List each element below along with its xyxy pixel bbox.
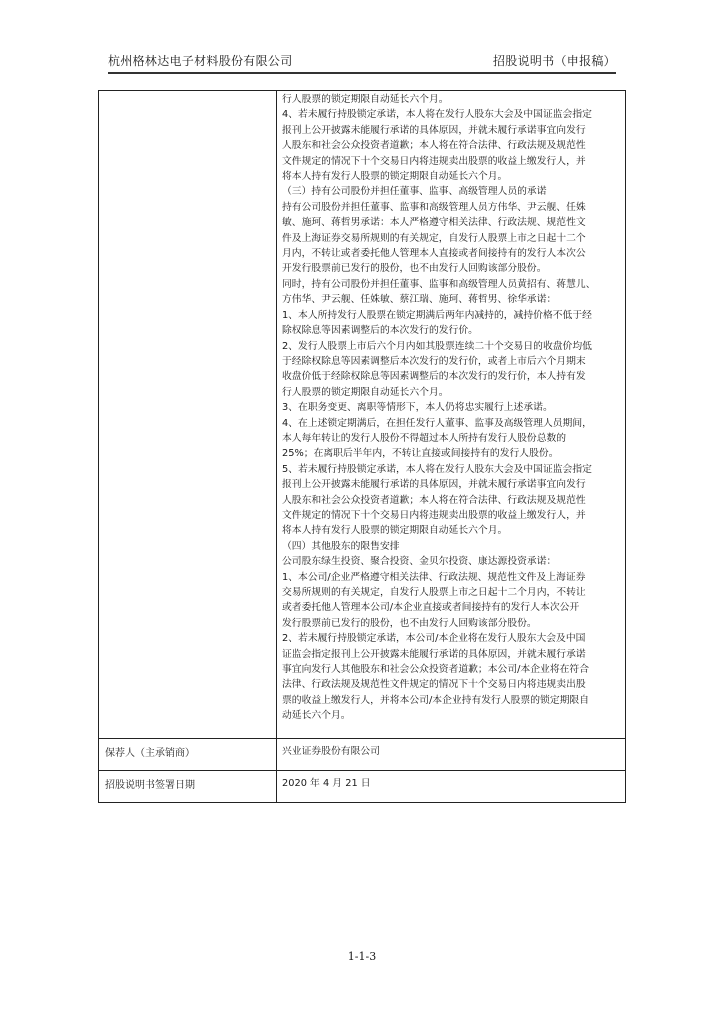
text-line: 5、若未履行持股锁定承诺，本人将在发行人股东大会及中国证监会指定 bbox=[282, 463, 592, 475]
text-line: 1、本公司/企业严格遵守相关法律、行政法规、规范性文件及上海证券 bbox=[282, 571, 586, 583]
text-line: 除权除息等因素调整后的本次发行的发行价。 bbox=[282, 325, 478, 337]
text-line: 本人每年转让的发行人股份不得超过本人所持有发行人股份总数的 bbox=[282, 432, 567, 444]
text-line: 报刊上公开披露未能履行承诺的具体原因，并就未履行承诺事宜向发行 bbox=[282, 479, 586, 491]
text-line: 动延长六个月。 bbox=[282, 710, 351, 722]
text-line: 敏、施珂、蒋哲男承诺：本人严格遵守相关法律、行政法规、规范性文 bbox=[282, 217, 586, 229]
company-name: 杭州格林达电子材料股份有限公司 bbox=[108, 54, 293, 68]
text-line: （三）持有公司股份并担任董事、监事、高级管理人员的承诺 bbox=[282, 186, 547, 198]
commitment-text-cell bbox=[277, 91, 626, 739]
sponsor-value: 兴业证券股份有限公司 bbox=[277, 738, 626, 770]
text-line: 4、若未履行持股锁定承诺，本人将在发行人股东大会及中国证监会指定 bbox=[282, 109, 592, 121]
text-line: 25%；在离职后半年内，不转让直接或间接持有的发行人股份。 bbox=[282, 448, 559, 460]
text-line: 人股东和社会公众投资者道歉；本人将在符合法律、行政法规及规范性 bbox=[282, 140, 586, 152]
text-line: 文件规定的情况下十个交易日内将违规卖出股票的收益上缴发行人，并 bbox=[282, 155, 586, 167]
text-line: 件及上海证券交易所规则的有关规定，自发行人股票上市之日起十二个 bbox=[282, 232, 586, 244]
text-line: 持有公司股份并担任董事、监事和高级管理人员方伟华、尹云舰、任姝 bbox=[282, 201, 586, 213]
text-line: 将本人持有发行人股票的锁定期限自动延长六个月。 bbox=[282, 171, 508, 183]
text-line: 票的收益上缴发行人，并将本公司/本企业持有发行人股票的锁定期限自 bbox=[282, 694, 590, 706]
document-title: 招股说明书（申报稿） bbox=[492, 54, 616, 68]
signing-date-value: 2020 年 4 月 21 日 bbox=[277, 770, 626, 802]
text-line: 人股东和社会公众投资者道歉；本人将在符合法律、行政法规及规范性 bbox=[282, 494, 586, 506]
prospectus-table bbox=[98, 90, 626, 803]
sponsor-row bbox=[99, 738, 626, 770]
text-line: 报刊上公开披露未能履行承诺的具体原因，并就未履行承诺事宜向发行 bbox=[282, 124, 586, 136]
text-line: （四）其他股东的限售安排 bbox=[282, 540, 400, 552]
commitment-label-cell bbox=[99, 91, 277, 739]
text-line: 2、若未履行持股锁定承诺，本公司/本企业将在发行人股东大会及中国 bbox=[282, 633, 586, 645]
text-line: 行人股票的锁定期限自动延长六个月。 bbox=[282, 94, 449, 105]
signing-date-row bbox=[99, 770, 626, 802]
text-line: 证监会指定报刊上公开披露未能履行承诺的具体原因，并就未履行承诺 bbox=[282, 648, 586, 660]
text-line: 法律、行政法规及规范性文件规定的情况下十个交易日内将违规卖出股 bbox=[282, 679, 586, 691]
page-number: 1-1-3 bbox=[347, 950, 377, 963]
text-line: 或者委托他人管理本公司/本企业直接或者间接持有的发行人本次公开 bbox=[282, 602, 580, 614]
text-line: 公司股东绿生投资、聚合投资、金贝尔投资、康达源投资承诺： bbox=[282, 556, 557, 568]
text-line: 2、发行人股票上市后六个月内如其股票连续二十个交易日的收盘价均低 bbox=[282, 340, 592, 352]
text-line: 开发行股票前已发行的股份，也不由发行人回购该部分股份。 bbox=[282, 263, 547, 275]
page-header bbox=[108, 48, 616, 74]
text-line: 文件规定的情况下十个交易日内将违规卖出股票的收益上缴发行人，并 bbox=[282, 509, 586, 521]
text-line: 月内，不转让或者委托他人管理本人直接或者间接持有的发行人本次公 bbox=[282, 248, 586, 260]
signing-date-label: 招股说明书签署日期 bbox=[99, 770, 277, 802]
text-line: 将本人持有发行人股票的锁定期限自动延长六个月。 bbox=[282, 525, 508, 537]
text-line: 发行股票前已发行的股份，也不由发行人回购该部分股份。 bbox=[282, 617, 537, 629]
commitment-text bbox=[282, 92, 620, 724]
text-line: 行人股票的锁定期限自动延长六个月。 bbox=[282, 386, 449, 398]
text-line: 事宜向发行人其他股东和社会公众投资者道歉；本公司/本企业将在符合 bbox=[282, 664, 590, 676]
text-line: 4、在上述锁定期满后，在担任发行人董事、监事及高级管理人员期间， bbox=[282, 417, 592, 429]
text-line: 同时，持有公司股份并担任董事、监事和高级管理人员黄招有、蒋慧儿、 bbox=[282, 278, 596, 290]
text-line: 方伟华、尹云舰、任姝敏、蔡江瑞、施珂、蒋哲男、徐华承诺： bbox=[282, 294, 557, 306]
commitment-row bbox=[99, 91, 626, 739]
text-line: 1、本人所持发行人股票在锁定期满后两年内减持的，减持价格不低于经 bbox=[282, 309, 592, 321]
text-line: 于经除权除息等因素调整后本次发行的发行价，或者上市后六个月期末 bbox=[282, 355, 586, 367]
text-line: 3、在职务变更、离职等情形下，本人仍将忠实履行上述承诺。 bbox=[282, 402, 553, 414]
sponsor-label: 保荐人（主承销商） bbox=[99, 738, 277, 770]
text-line: 交易所规则的有关规定，自发行人股票上市之日起十二个月内，不转让 bbox=[282, 587, 586, 598]
text-line: 收盘价低于经除权除息等因素调整后的本次发行的发行价，本人持有发 bbox=[282, 371, 586, 383]
